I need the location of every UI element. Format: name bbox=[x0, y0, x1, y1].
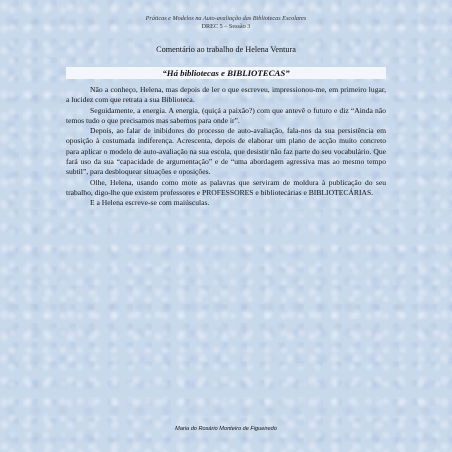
paragraph-1: Não a conheço, Helena, mas depois de ler o que escreveu, impressionou-me, em primeiro lugar, a lucidez com que retrata a sua Biblioteca. bbox=[66, 85, 386, 105]
author-footer: Maria do Rosário Monteiro de Figueiredo bbox=[175, 426, 277, 432]
paragraph-4: Olhe, Helena, usando como mote as palavras que serviram de moldura à publicação do seu trabalho, digo-lhe que existem professores e PROFESSORES e bibliotecárias e BIBLIOTECÁRIAS. bbox=[66, 177, 386, 197]
header-session: DREC 5 – Sessão 3 bbox=[201, 23, 251, 30]
paragraph-5: E a Helena escreve-se com maiúsculas. bbox=[90, 198, 210, 208]
quote-banner: “Há bibliotecas e BIBLIOTECAS” bbox=[66, 67, 386, 79]
paragraph-3: Depois, ao falar de inibidores do processo de auto-avaliação, fala-nos da sua persistência em oposição à costumada indiferença. Acrescenta, depois de elaborar um plano de acção muito concreto para aplicar o modelo de auto-avaliação na sua escola, que desistir não faz parte do seu vocabulário. Que fará uso da sua “capacidade de argumentação” e de “uma abordagem agressiva mas ao mesmo tempo subtil”, para desbloquear situações e oposições. bbox=[66, 126, 386, 177]
header-title: Práticas e Modelos na Auto-avaliação das Bibliotecas Escolares bbox=[145, 15, 307, 22]
document-body bbox=[66, 85, 386, 209]
document-title: Comentário ao trabalho de Helena Ventura bbox=[156, 45, 296, 54]
paragraph-2: Seguidamente, a energia. A energia, (quiçá a paixão?) com que antevê o futuro e diz “Ainda não temos tudo o que precisamos mas sabemos para onde ir”. bbox=[66, 105, 386, 125]
